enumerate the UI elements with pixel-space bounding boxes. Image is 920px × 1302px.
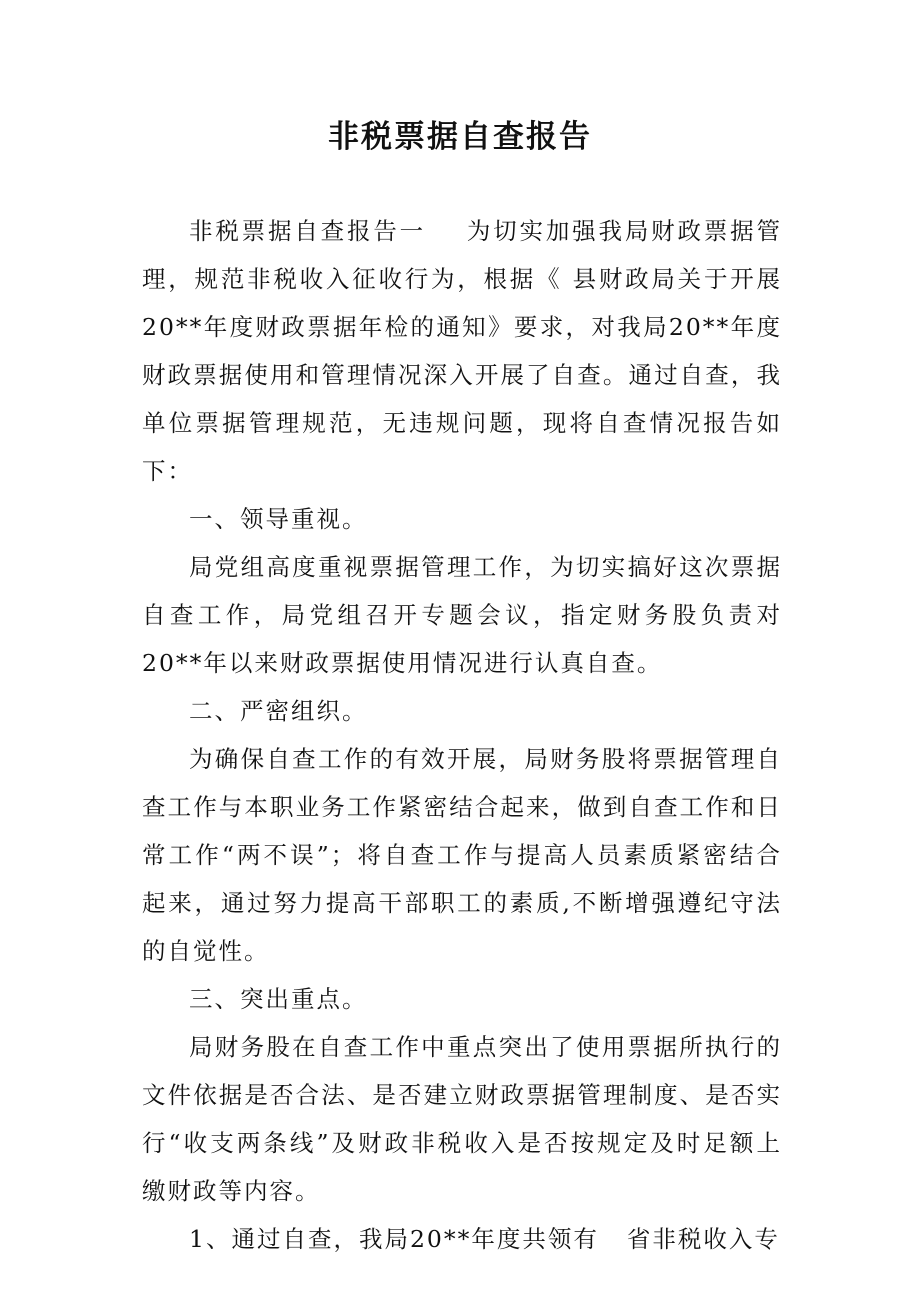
- item1-text-before: 1、通过自查，我局20**年度共领有: [189, 1225, 599, 1253]
- intro-paragraph: [142, 207, 782, 495]
- item1-paragraph: [142, 1215, 782, 1263]
- section3-heading: 三、突出重点。: [189, 985, 368, 1013]
- section3-paragraph: 局财务股在自查工作中重点突出了使用票据所执行的文件依据是否合法、是否建立财政票据管理制度、是否实行“收支两条线”及财政非税收入是否按规定及时足额上缴财政等内容。: [142, 1033, 782, 1205]
- section2-heading: 二、严密组织。: [189, 697, 368, 725]
- section2-paragraph: 为确保自查工作的有效开展，局财务股将票据管理自查工作与本职业务工作紧密结合起来，做到自查工作和日常工作“两不误”；将自查工作与提高人员素质紧密结合起来，通过努力提高干部职工的素质,不断增强遵纪守法的自觉性。: [142, 745, 782, 965]
- item1-text-after: 省非税收入专: [626, 1225, 780, 1253]
- intro-text: 为切实加强我局财政票据管理，规范非税收入征收行为，根据《 县财政局关于开展20**年度财政票据年检的通知》要求，对我局20**年度财政票据使用和管理情况深入开展了自查。通过自查，我单位票据管理规范，无违规问题，现将自查情况报告如下：: [142, 217, 782, 485]
- section1-paragraph: 局党组高度重视票据管理工作，为切实搞好这次票据自查工作，局党组召开专题会议，指定财务股负责对20**年以来财政票据使用情况进行认真自查。: [142, 553, 782, 677]
- section1-heading: 一、领导重视。: [189, 505, 368, 533]
- document-title: 非税票据自查报告: [328, 119, 592, 155]
- document-body: [142, 207, 782, 1263]
- intro-label: 非税票据自查报告一: [189, 217, 426, 245]
